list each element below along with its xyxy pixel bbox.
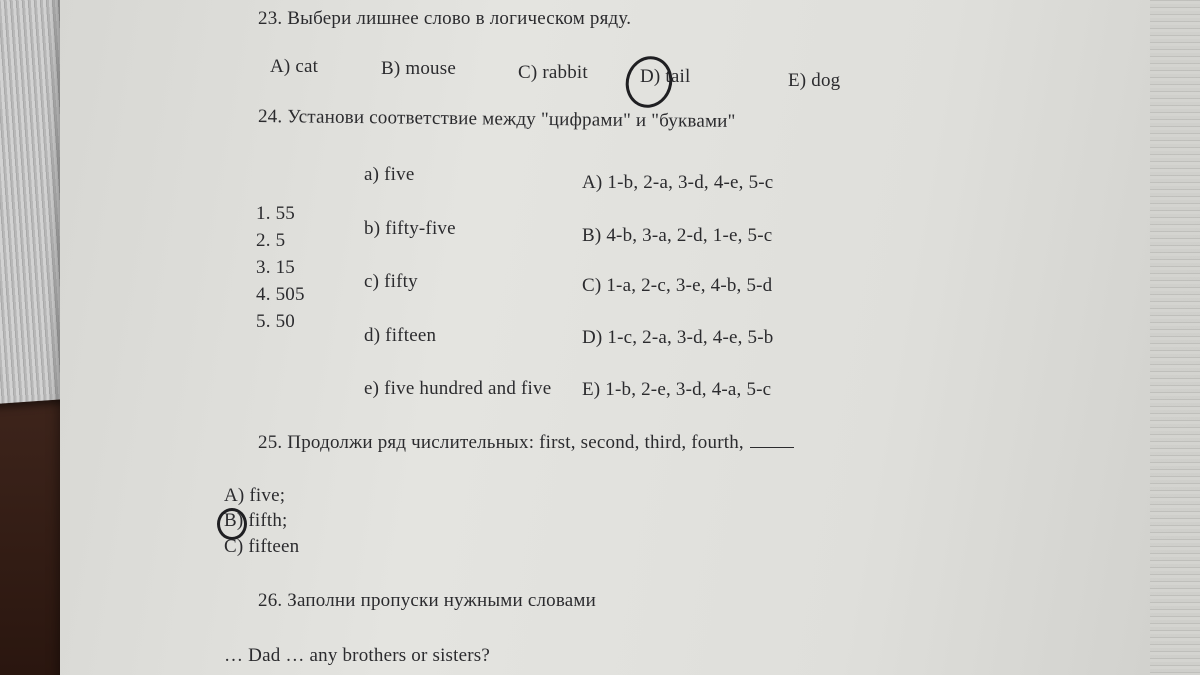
q24-question: 24. Установи соответствие между "цифрами" и "буквами" <box>257 106 736 133</box>
q23-question: 23. Выбери лишнее слово в логическом ряду. <box>258 8 632 29</box>
q24-word-d: d) fifteen <box>364 325 437 346</box>
q24-word-c: c) fifty <box>364 271 418 292</box>
q24-number-1: 1. 55 <box>256 203 295 224</box>
q24-answer-e: E) 1-b, 2-e, 3-d, 4-a, 5-c <box>582 379 772 400</box>
q25-option-b: B) fifth; <box>224 510 288 531</box>
q25-option-c: C) fifteen <box>224 536 300 557</box>
q24-number-5: 5. 50 <box>256 311 295 332</box>
q24-number-2: 2. 5 <box>256 230 286 251</box>
q25-option-a: A) five; <box>224 485 286 506</box>
q26-question: 26. Заполни пропуски нужными словами <box>258 590 596 611</box>
q25-question <box>258 432 794 454</box>
q24-number-4: 4. 505 <box>256 284 305 305</box>
paper-edge <box>1150 0 1200 675</box>
q24-answer-b: B) 4-b, 3-a, 2-d, 1-e, 5-c <box>582 225 773 246</box>
q23-option-a: A) cat <box>270 56 319 77</box>
q24-answer-d: D) 1-c, 2-a, 3-d, 4-e, 5-b <box>582 327 774 348</box>
q24-word-a: a) five <box>364 164 415 185</box>
q23-option-d: D) tail <box>640 66 691 87</box>
answer-blank <box>750 447 794 448</box>
q24-answer-a: A) 1-b, 2-a, 3-d, 4-e, 5-c <box>582 172 774 193</box>
q26-sentence: … Dad … any brothers or sisters? <box>224 645 491 666</box>
q25-question-text: 25. Продолжи ряд числительных: first, second, third, fourth, <box>258 432 744 453</box>
q23-option-c: C) rabbit <box>518 62 588 83</box>
q24-number-3: 3. 15 <box>256 257 295 278</box>
q23-option-e: E) dog <box>788 70 841 91</box>
q23-option-b: B) mouse <box>381 58 456 79</box>
q24-word-e: e) five hundred and five <box>364 378 552 399</box>
q24-word-b: b) fifty-five <box>364 218 456 239</box>
q24-answer-c: C) 1-a, 2-c, 3-e, 4-b, 5-d <box>582 275 773 296</box>
